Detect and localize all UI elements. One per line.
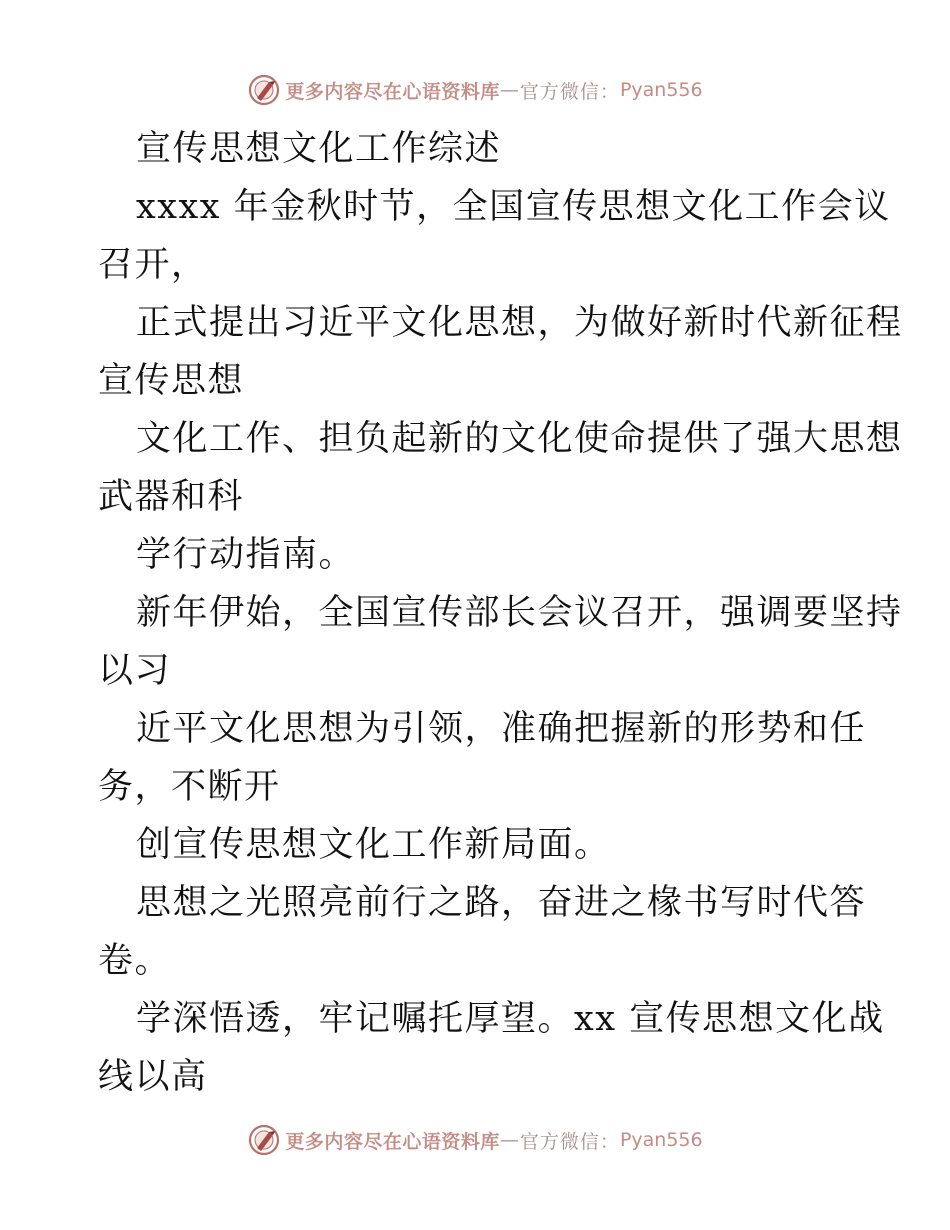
paragraph-line: 务，不断开 — [98, 767, 281, 807]
pen-nib-logo-icon — [247, 73, 281, 107]
watermark-title: 更多内容尽在心语资料库 — [285, 80, 500, 103]
watermark-title: 更多内容尽在心语资料库 — [285, 1130, 500, 1153]
watermark-dash: — — [499, 79, 520, 101]
document-title: 宣传思想文化工作综述 — [136, 129, 502, 169]
paragraph-line: 武器和科 — [98, 477, 245, 517]
header-watermark — [0, 70, 950, 110]
watermark-wechat-label: 官方微信： — [519, 1130, 620, 1153]
footer-watermark — [0, 1120, 950, 1160]
paragraph-line: 近平文化思想为引领，准确把握新的形势和任 — [136, 709, 867, 749]
paragraph-line: 文化工作、担负起新的文化使命提供了强大思想 — [136, 419, 903, 459]
paragraph-line: 学深悟透，牢记嘱托厚望。xx 宣传思想文化战 — [136, 999, 885, 1039]
paragraph-line: xxxx 年金秋时节，全国宣传思想文化工作会议 — [136, 187, 891, 227]
paragraph-line: 新年伊始，全国宣传部长会议召开，强调要坚持 — [136, 593, 903, 633]
document-body — [98, 120, 903, 1106]
paragraph-line: 以习 — [98, 651, 172, 691]
paragraph-line: 正式提出习近平文化思想，为做好新时代新征程 — [136, 303, 903, 343]
paragraph-line: 卷。 — [98, 941, 172, 981]
watermark-wechat-id: Pyan556 — [619, 79, 703, 101]
watermark-wechat-id: Pyan556 — [619, 1129, 703, 1151]
pen-nib-logo-icon — [247, 1123, 281, 1157]
paragraph-line: 创宣传思想文化工作新局面。 — [136, 825, 611, 865]
paragraph-line: 学行动指南。 — [136, 535, 356, 575]
paragraph-line: 思想之光照亮前行之路，奋进之椽书写时代答 — [136, 883, 867, 923]
paragraph-line: 宣传思想 — [98, 361, 245, 401]
paragraph-line: 线以高 — [98, 1057, 208, 1097]
watermark-wechat-label: 官方微信： — [519, 80, 620, 103]
paragraph-line: 召开， — [98, 245, 208, 285]
watermark-dash: — — [499, 1129, 520, 1151]
